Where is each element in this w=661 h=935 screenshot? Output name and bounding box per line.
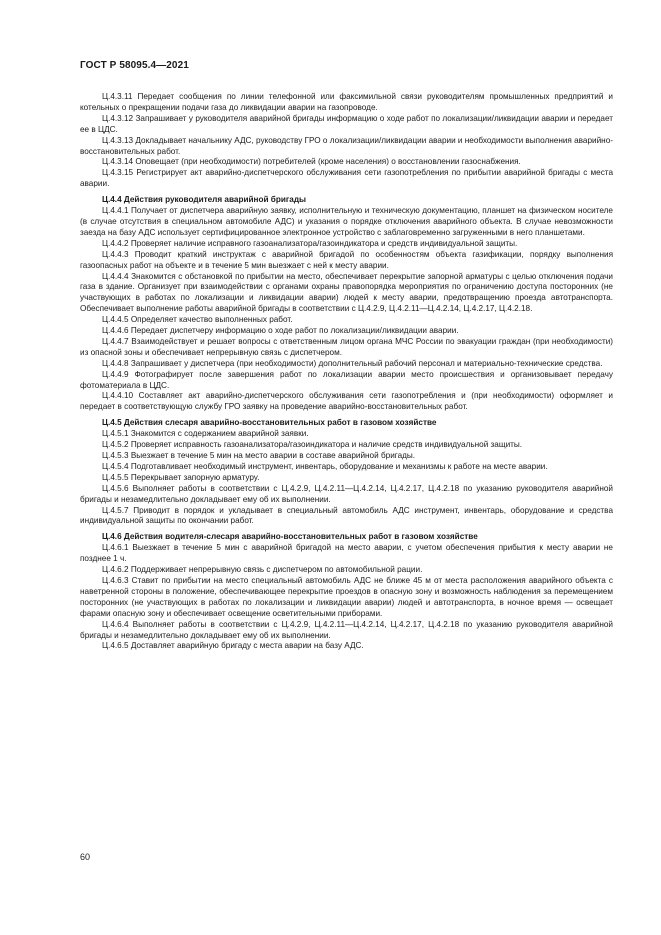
section-heading: Ц.4.5 Действия слесаря аварийно-восстановительных работ в газовом хозяйстве [102,418,437,428]
paragraph: Ц.4.4.10 Составляет акт аварийно-диспетчерского обслуживания сети газопотребления и (при необходимости) оформляет и передает в соответствующую службу ГРО заявку на проведение аварийно-восстановительных работ. [80,391,613,412]
paragraph: Ц.4.4.9 Фотографирует после завершения работ по локализации аварии место происшествия и организовывает передачу фотоматериала в ЦДС. [80,369,613,390]
paragraph: Ц.4.4.4 Знакомится с обстановкой по прибытии на место, обеспечивает перекрытие запорной арматуры с целью отключения подачи газа в здание. Организует при взаимодействии с органами охраны правопорядка мероприятия по ограничению доступа посторонних (не участвующих в работах по локализации и ликвидации аварии) людей к месту аварии, предотвращению проезда автотранспорта. Обеспечивает выполнение работы аварийной бригады в соответствии с Ц.4.2.9, Ц.4.2.11—Ц.4.2.14, Ц.4.2.17, Ц.4.2.18. [80,271,613,314]
paragraph: Ц.4.3.11 Передает сообщения по линии телефонной или факсимильной связи руководителям промышленных предприятий и котельных о прекращении подачи газа до ликвидации аварии на газопроводе. [80,92,613,112]
paragraph: Ц.4.5.3 Выезжает в течение 5 мин на место аварии в составе аварийной бригады. [102,451,416,460]
paragraph: Ц.4.4.2 Проверяет наличие исправного газоанализатора/газоиндикатора и средств индивидуальной защиты. [102,238,518,248]
document-body [80,92,613,652]
paragraph: Ц.4.6.2 Поддерживает непрерывную связь с диспетчером по автомобильной рации. [102,565,423,575]
paragraph: Ц.4.6.4 Выполняет работы в соответствии с Ц.4.2.9, Ц.4.2.11—Ц.4.2.14, Ц.4.2.17, Ц.4.2.18 по указанию руководителя аварийной бригады и незамедлительно докладывает ему об их выполнении. [80,619,613,640]
section-heading: Ц.4.6 Действия водителя-слесаря аварийно-восстановительных работ в газовом хозяйстве [102,532,478,542]
section-heading: Ц.4.4 Действия руководителя аварийной бригады [102,195,307,205]
paragraph: Ц.4.4.1 Получает от диспетчера аварийную заявку, исполнительную и техническую документацию, планшет на физическом носителе (в случае отсутствия в специальном автомобиле АДС) и указания о порядке отключения аварийного объекта. В случае невозможности заезда на базу АДС использует сертифицированное электронное устройство с заблаговременно загруженными в него планшетами. [80,206,613,237]
paragraph: Ц.4.4.8 Запрашивает у диспетчера (при необходимости) дополнительный рабочий персонал и материально-технические средства. [102,358,603,368]
paragraph: Ц.4.5.7 Приводит в порядок и укладывает в специальный автомобиль АДС инструмент, инвентарь, оборудование и средства индивидуальной защиты по окончании работ. [80,505,613,526]
paragraph: Ц.4.5.1 Знакомится с содержанием аварийной заявки. [102,429,309,439]
paragraph: Ц.4.6.3 Ставит по прибытии на место специальный автомобиль АДС не ближе 45 м от места расположения аварийного объекта с наветренной стороны в положение, обеспечивающее перекрытие проездов в опасную зону и возможность наблюдения за перемещением посторонних (не участвующих в работах по локализации и ликвидации аварии) людей и автотранспорта, в ночное время — освещает фарами опасную зону и обеспечивает освещение осветительными приборами. [80,575,613,618]
paragraph: Ц.4.4.3 Проводит краткий инструктаж с аварийной бригадой по особенностям объекта газификации, порядку выполнения газоопасных работ на объекте и в течение 5 мин выезжает с ней к месту аварии. [80,249,613,270]
paragraph: Ц.4.3.14 Оповещает (при необходимости) потребителей (кроме населения) о восстановлении газоснабжения. [102,157,521,167]
document-header: ГОСТ Р 58095.4—2021 [80,60,189,71]
paragraph: Ц.4.3.12 Запрашивает у руководителя аварийной бригады информацию о ходе работ по локализации/ликвидации аварии и передает ее в ЦДС. [80,113,613,134]
paragraph: Ц.4.3.15 Регистрирует акт аварийно-диспетчерского обслуживания сети газопотребления по прибытии аварийной бригады с места аварии. [80,168,613,189]
paragraph: Ц.4.5.5 Перекрывает запорную арматуру. [102,472,260,482]
paragraph: Ц.4.4.5 Определяет качество выполненных работ. [102,315,293,325]
paragraph: Ц.4.3.13 Докладывает начальнику АДС, руководству ГРО о локализации/ликвидации аварии и необходимости выполнения аварийно-восстановительных работ. [80,135,613,156]
paragraph: Ц.4.6.5 Доставляет аварийную бригаду с места аварии на базу АДС. [102,641,364,651]
paragraph: Ц.4.6.1 Выезжает в течение 5 мин с аварийной бригадой на место аварии, с учетом обеспечения прибытия к месту аварии не позднее 1 ч. [80,543,613,564]
paragraph: Ц.4.5.6 Выполняет работы в соответствии с Ц.4.2.9, Ц.4.2.11—Ц.4.2.14, Ц.4.2.17, Ц.4.2.18 по указанию руководителя аварийной бригады и незамедлительно докладывает ему об их выполнении. [80,483,613,504]
paragraph: Ц.4.5.4 Подготавливает необходимый инструмент, инвентарь, оборудование и механизмы к работе на месте аварии. [102,461,548,471]
page-number: 60 [80,852,91,862]
paragraph: Ц.4.4.7 Взаимодействует и решает вопросы с ответственным лицом органа МЧС России по эвакуации граждан (при необходимости) из опасной зоны и обеспечивает непрерывную связь с диспетчером. [80,336,613,357]
paragraph: Ц.4.5.2 Проверяет исправность газоанализатора/газоиндикатора и наличие средств индивидуальной защиты. [102,440,523,450]
paragraph: Ц.4.4.6 Передает диспетчеру информацию о ходе работ по локализации/ликвидации аварии. [102,326,459,336]
